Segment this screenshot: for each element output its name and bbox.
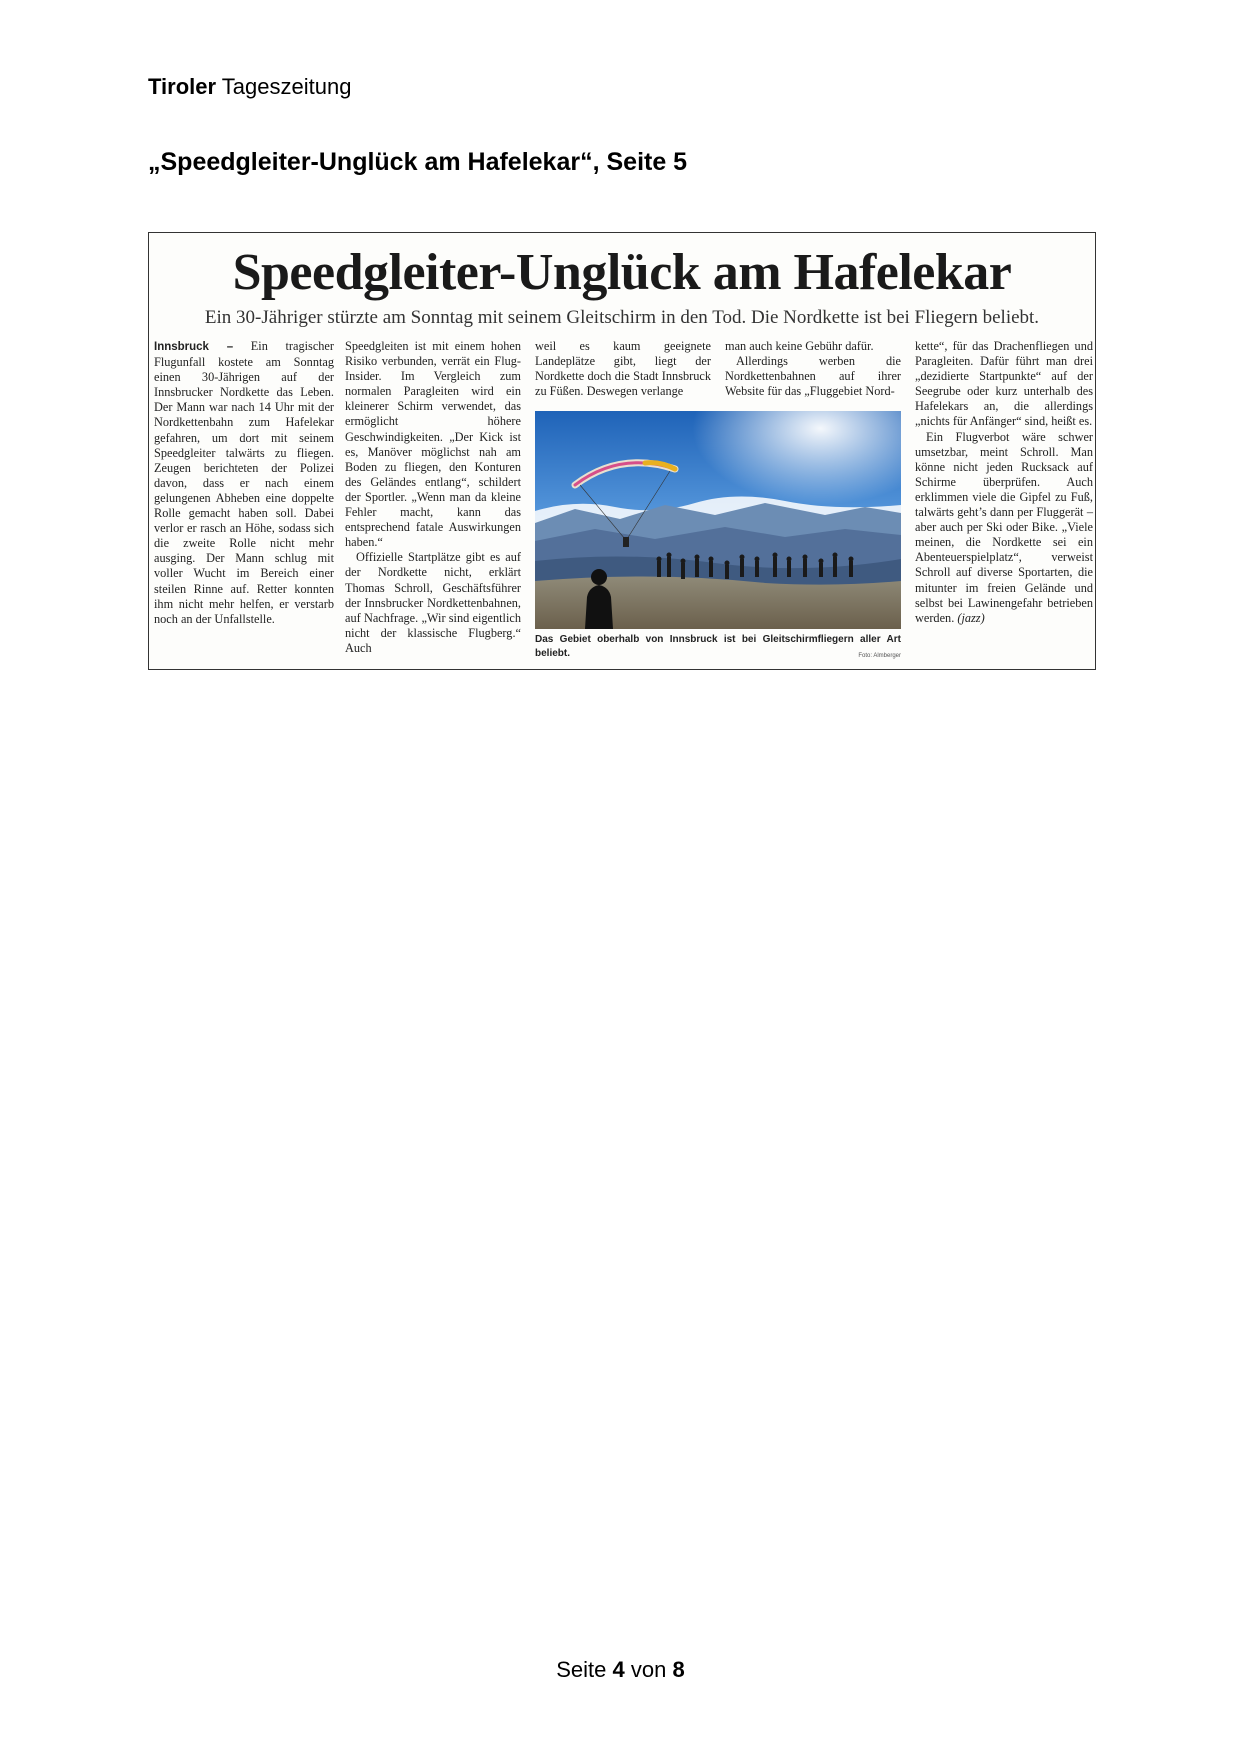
publication-name-rest: Tageszeitung (221, 74, 352, 99)
document-subject: „Speedgleiter-Unglück am Hafelekar“, Seite 5 (148, 148, 688, 176)
page-number-footer (0, 1657, 1241, 1683)
photo-caption (535, 633, 901, 661)
article-author: (jazz) (957, 610, 985, 625)
column-2-paragraph-1: Speedgleiten ist mit einem hohen Risiko verbunden, verrät ein Flug-Insider. Im Vergleich zum normalen Paragleiten wird ein kleinerer Schirm verwendet, das ermöglicht höhere Geschwindigkeiten. „Der Kick ist es, Manöver möglichst nah am Boden zu fliegen, den Konturen des Geländes entlang“, schildert der Sportler. „Wenn man da kleine Fehler macht, kann das entsprechend fatale Auswirkungen haben.“ (345, 339, 521, 550)
article-dateline: Innsbruck – (154, 341, 234, 353)
article-deck: Ein 30-Jähriger stürzte am Sonntag mit seinem Gleitschirm in den Tod. Die Nordkette ist bei Fliegern beliebt. (204, 307, 1040, 328)
paraglider-photo-illustration (535, 411, 901, 629)
article-column-5 (915, 339, 1093, 626)
article-column-3 (535, 339, 711, 399)
column-3-text: weil es kaum geeignete Landeplätze gibt, liegt der Nordkette doch die Stadt Innsbruck zu Füßen. Deswegen verlange (535, 339, 711, 399)
photo-caption-text: Das Gebiet oberhalb von Innsbruck ist bei Gleitschirmfliegern aller Art beliebt. (535, 634, 901, 659)
column-2-paragraph-2: Offizielle Startplätze gibt es auf der Nordkette nicht, erklärt Thomas Schroll, Geschäftsführer der Innsbrucker Nordkettenbahnen, auf Nachfrage. „Wir sind eigentlich nicht der klassische Flugberg.“ Auch (345, 550, 521, 655)
footer-current-page: 4 (612, 1657, 625, 1682)
newspaper-clipping (148, 232, 1096, 670)
publication-name (148, 74, 351, 100)
article-headline: Speedgleiter-Unglück am Hafelekar (232, 244, 1012, 301)
footer-of-word: von (630, 1657, 667, 1682)
footer-total-pages: 8 (672, 1657, 685, 1682)
article-column-2 (345, 339, 521, 656)
column-5-paragraph-1: kette“, für das Drachenfliegen und Paragleiten. Dafür führt man drei „dezidierte Startpunkte“ auf der Seegrube oder kurz unterhalb des Hafelekars an, die allerdings „nichts für Anfänger“ sind, heißt es. (915, 339, 1093, 429)
column-1-text: Ein tragischer Flugunfall kostete am Sonntag einen 30-Jährigen auf der Innsbrucker Nordkette das Leben. Der Mann war nach 14 Uhr mit der Nordkettenbahn zum Hafelekar gefahren, um dort mit seinem Speedgleiter talwärts zu fliegen. Zeugen berichteten der Polizei davon, dass er nach einem gelungenen Abheben eine doppelte Rolle gemacht haben soll. Dabei verlor er rasch an Höhe, sodass sich die zweite Rolle nicht mehr ausging. Der Mann schlug mit voller Wucht im Bereich einer steilen Rinne auf. Retter konnten ihm nicht mehr helfen, er verstarb noch an der Unfallstelle. (154, 339, 334, 626)
column-4-paragraph-1: man auch keine Gebühr dafür. (725, 339, 874, 353)
photo-credit: Foto: Almberger (858, 653, 901, 659)
column-4-paragraph-2: Allerdings werben die Nordkettenbahnen auf ihrer Website für das „Fluggebiet Nord- (725, 354, 901, 399)
column-5-paragraph-2: Ein Flugverbot wäre schwer umsetzbar, meint Schroll. Man könne nicht jeden Rucksack auf Schirme überprüfen. Auch erklimmen viele die Gipfel zu Fuß, talwärts geht’s dann per Fluggerät – aber auch per Ski oder Bike. „Viele meinen, die Nordkette sei ein Abenteuerspielplatz“, verweist Schroll auf diverse Sportarten, die mitunter im freien Gelände und selbst bei Lawinengefahr betrieben werden. (915, 429, 1093, 625)
article-column-4 (725, 339, 901, 399)
footer-page-word: Seite (556, 1657, 607, 1682)
publication-name-bold: Tiroler (148, 74, 217, 99)
article-column-1 (154, 339, 334, 627)
article-photo (535, 411, 901, 629)
